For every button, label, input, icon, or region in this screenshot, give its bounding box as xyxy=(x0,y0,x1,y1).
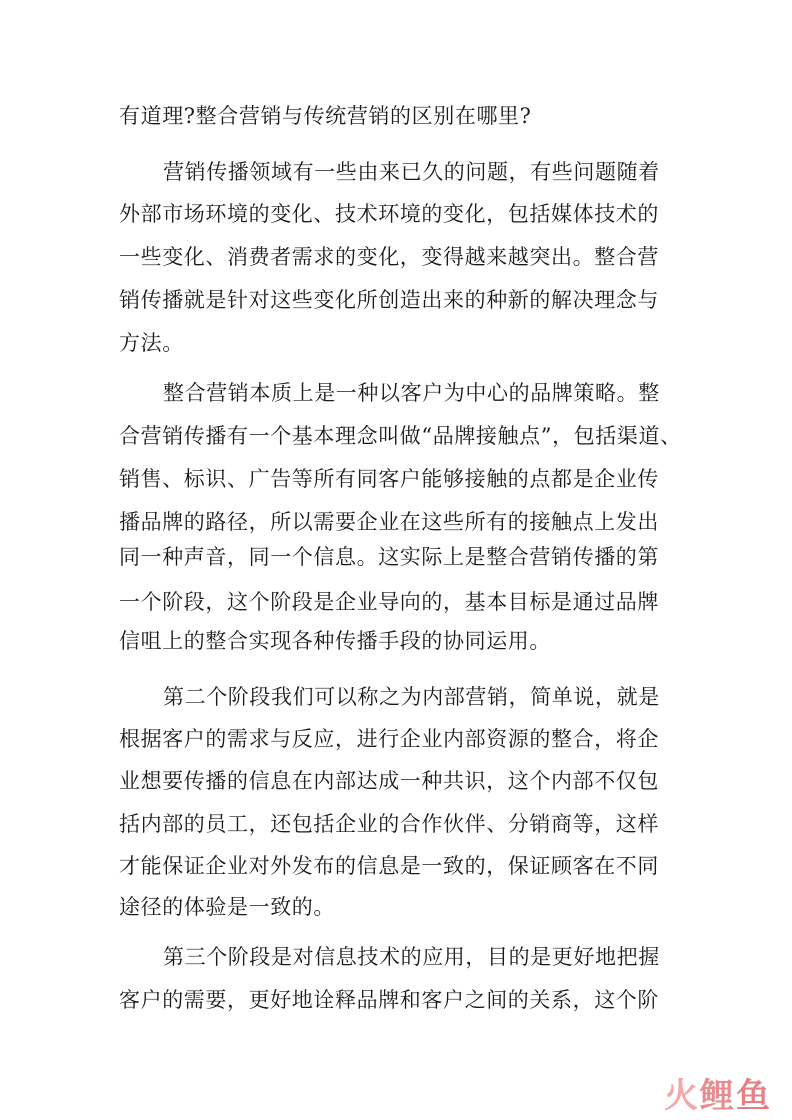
paragraph-1-line-4: 销传播就是针对这些变化所创造出来的种新的解决理念与 xyxy=(119,288,659,312)
paragraph-2-line-6: 一个阶段，这个阶段是企业导向的，基本目标是通过品牌 xyxy=(119,590,659,614)
paragraph-2-line-3: 销售、标识、广告等所有同客户能够接触的点都是企业传 xyxy=(119,467,659,491)
logo-char-yu: 鱼 xyxy=(736,1076,770,1116)
paragraph-2-line-2: 合营销传播有一个基本理念叫做“品牌接触点”，包括渠道、 xyxy=(119,424,682,448)
section-heading: 有道理?整合营销与传统营销的区别在哪里? xyxy=(119,104,532,128)
paragraph-3-line-4: 括内部的员工，还包括企业的合作伙伴、分销商等，这样 xyxy=(119,812,659,836)
paragraph-2-line-7: 信咀上的整合实现各种传播手段的协同运用。 xyxy=(119,629,551,653)
logo-char-li: 鲤 xyxy=(700,1076,734,1116)
paragraph-3-line-1: 第二个阶段我们可以称之为内部营销，简单说，就是 xyxy=(163,685,660,709)
paragraph-3-line-6: 途径的体验是一致的。 xyxy=(119,895,335,919)
paragraph-1-line-2: 外部市场环境的变化、技术环境的变化，包括媒体技术的 xyxy=(119,202,659,226)
logo-char-huo: 火 xyxy=(664,1076,698,1116)
paragraph-2-line-1: 整合营销本质上是一种以客户为中心的品牌策略。整 xyxy=(163,381,660,405)
paragraph-2-line-5: 同一种声音，同一个信息。这实际上是整合营销传播的第 xyxy=(119,545,659,569)
paragraph-4-line-2: 客户的需要，更好地诠释品牌和客户之间的关系，这个阶 xyxy=(119,988,659,1012)
paragraph-3-line-2: 根据客户的需求与反应，进行企业内部资源的整合，将企 xyxy=(119,727,659,751)
paragraph-1-line-3: 一些变化、消费者需求的变化，变得越来越突出。整合营 xyxy=(119,245,659,269)
site-logo-watermark xyxy=(664,1076,770,1116)
paragraph-1-line-1: 营销传播领域有一些由来已久的问题，有些问题随着 xyxy=(163,160,660,184)
paragraph-1-line-5: 方法。 xyxy=(119,331,184,355)
paragraph-4-line-1: 第三个阶段是对信息技术的应用，目的是更好地把握 xyxy=(163,945,660,969)
paragraph-3-line-5: 才能保证企业对外发布的信息是一致的，保证顾客在不同 xyxy=(119,854,659,878)
paragraph-2-line-4: 播品牌的路径，所以需要企业在这些所有的接触点上发出 xyxy=(119,510,659,534)
paragraph-3-line-3: 业想要传播的信息在内部达成一种共识，这个内部不仅包 xyxy=(119,769,659,793)
